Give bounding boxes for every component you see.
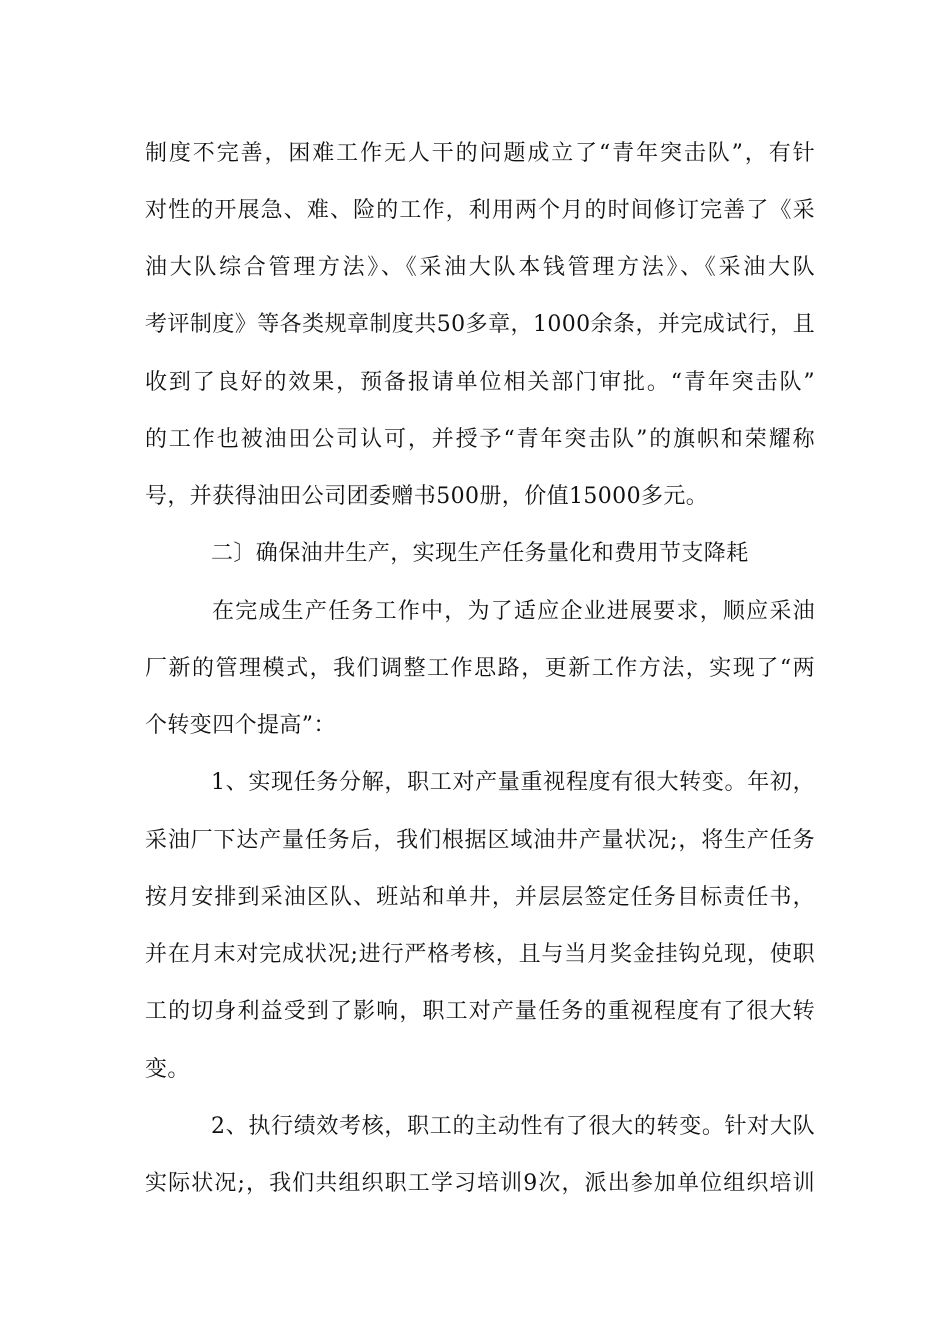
section-heading: 二〕确保油井生产，实现生产任务量化和费用节支降耗 [211,541,749,566]
text-line: 油大队综合管理方法》、《采油大队本钱管理方法》、《采油大队 [145,255,815,280]
text-line: 按月安排到采油区队、班站和单井，并层层签定任务目标责任书， [145,885,815,910]
paragraph-first-line: 1、实现任务分解，职工对产量重视程度有很大转变。年初， [211,770,815,795]
text-line: 制度不完善，困难工作无人干的问题成立了“青年突击队”，有针 [145,141,815,166]
text-line: 考评制度》等各类规章制度共50多章，1000余条，并完成试行，且 [145,312,815,337]
text-line: 并在月末对完成状况;进行严格考核，且与当月奖金挂钩兑现，使职 [145,942,815,967]
text-line: 采油厂下达产量任务后，我们根据区域油井产量状况;，将生产任务 [145,828,815,853]
paragraph-first-line: 在完成生产任务工作中，为了适应企业进展要求，顺应采油 [212,599,815,624]
text-line: 的工作也被油田公司认可，并授予“青年突击队”的旗帜和荣耀称 [145,427,815,452]
text-line: 个转变四个提高”： [145,713,336,738]
text-line: 实际状况;，我们共组织职工学习培训9次，派出参加单位组织培训 [145,1171,815,1196]
text-line: 号，并获得油田公司团委赠书500册，价值15000多元。 [145,484,709,509]
paragraph-first-line: 2、执行绩效考核，职工的主动性有了很大的转变。针对大队 [211,1114,815,1139]
text-line: 厂新的管理模式，我们调整工作思路，更新工作方法，实现了“两 [145,656,815,681]
text-line: 变。 [145,1057,190,1082]
text-line: 收到了良好的效果，预备报请单位相关部门审批。“青年突击队” [145,370,815,395]
text-line: 工的切身利益受到了影响，职工对产量任务的重视程度有了很大转 [145,999,815,1024]
text-line: 对性的开展急、难、险的工作，利用两个月的时间修订完善了《采 [145,198,815,223]
